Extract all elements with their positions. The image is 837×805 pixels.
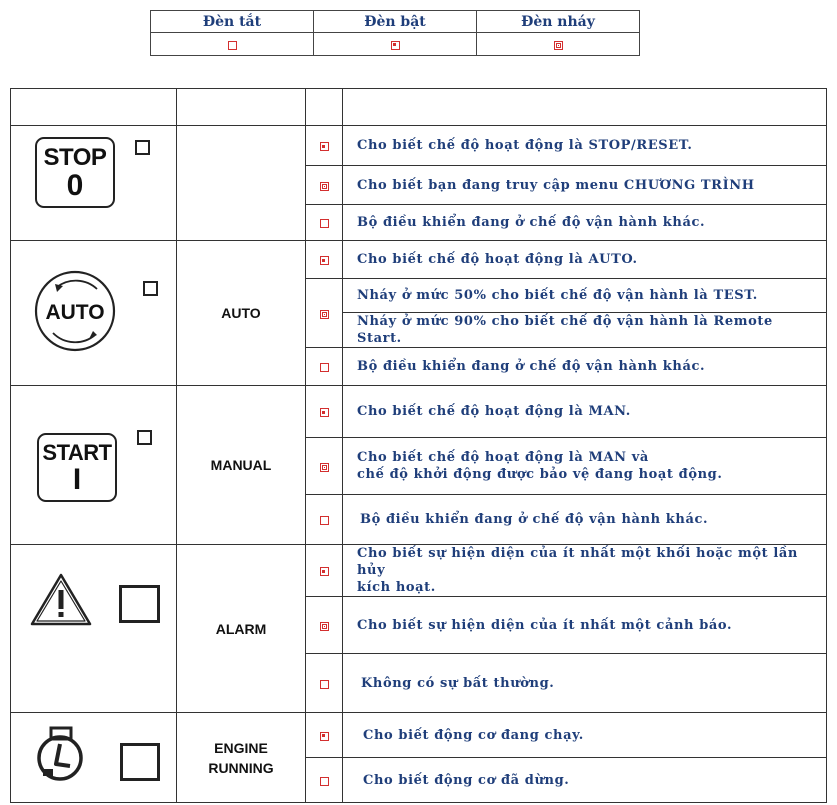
- table-row: Bộ điều khiển đang ở chế độ vận hành khác.: [11, 205, 827, 241]
- led-blink-icon: [320, 310, 329, 319]
- auto-mode-label: AUTO: [177, 241, 306, 386]
- led-blink-icon: [320, 622, 329, 631]
- table-row: Cho biết động cơ đã dừng.: [11, 758, 827, 803]
- legend-table: [150, 10, 640, 56]
- led-blink-icon: [320, 463, 329, 472]
- alarm-icon-cell: [11, 545, 177, 713]
- auto-icon-cell: [11, 241, 177, 386]
- led-on-icon: [320, 142, 329, 151]
- led-on-icon: [320, 256, 329, 265]
- legend-symbol-blink-cell: [477, 33, 640, 56]
- table-row: STOP 0 Cho biết chế độ hoạt động là STOP/RESET.: [11, 126, 827, 166]
- led-off-icon: [228, 41, 237, 50]
- legend-header-off: Đèn tắt: [151, 11, 314, 33]
- manual-led-icon: [137, 430, 152, 445]
- engine-mode-label: ENGINE RUNNING: [177, 713, 306, 803]
- manual-icon-cell: [11, 386, 177, 545]
- table-row: Cho biết bạn đang truy cập menu CHƯƠNG TRÌNH: [11, 166, 827, 205]
- led-off-icon: [320, 516, 329, 525]
- led-on-icon: [320, 732, 329, 741]
- led-off-icon: [320, 680, 329, 689]
- table-row: Nháy ở mức 50% cho biết chế độ vận hành là TEST.: [11, 279, 827, 313]
- table-row: ALARM Cho biết sự hiện diện của ít nhất một khối hoặc một lần hủy kích hoạt.: [11, 545, 827, 597]
- engine-running-icon: [29, 725, 95, 785]
- stop-button-icon: STOP 0: [35, 137, 115, 208]
- led-blink-icon: [320, 182, 329, 191]
- alarm-mode-label: ALARM: [177, 545, 306, 713]
- legend-symbol-on-cell: [314, 33, 477, 56]
- table-row: START I MANUAL Cho biết chế độ hoạt động là MAN.: [11, 386, 827, 438]
- auto-led-icon: [143, 281, 158, 296]
- engine-icon-cell: [11, 713, 177, 803]
- table-row: Cho biết chế độ hoạt động là MAN và chế độ khởi động được bảo vệ đang hoạt động.: [11, 438, 827, 495]
- auto-button-icon: [33, 269, 117, 353]
- manual-mode-label: MANUAL: [177, 386, 306, 545]
- table-row: Bộ điều khiển đang ở chế độ vận hành khác.: [11, 348, 827, 386]
- led-blink-icon: [554, 41, 563, 50]
- warning-triangle-icon: [29, 572, 93, 628]
- table-header-row: [11, 89, 827, 126]
- start-button-icon: START I: [37, 433, 117, 502]
- led-on-icon: [320, 567, 329, 576]
- legend-symbol-off-cell: [151, 33, 314, 56]
- table-row: Không có sự bất thường.: [11, 654, 827, 713]
- table-row: Nháy ở mức 90% cho biết chế độ vận hành là Remote Start.: [11, 313, 827, 348]
- led-off-icon: [320, 777, 329, 786]
- stop-icon-cell: [11, 126, 177, 241]
- svg-text:AUTO: AUTO: [45, 301, 105, 324]
- legend-header-on: Đèn bật: [314, 11, 477, 33]
- led-off-icon: [320, 363, 329, 372]
- table-row: ENGINE RUNNING Cho biết động cơ đang chạy.: [11, 713, 827, 758]
- stop-mode-label: [177, 126, 306, 241]
- led-status-table: [10, 88, 827, 803]
- led-on-icon: [320, 408, 329, 417]
- led-on-icon: [391, 41, 400, 50]
- table-row: Bộ điều khiển đang ở chế độ vận hành khác.: [11, 495, 827, 545]
- legend-header-blink: Đèn nháy: [477, 11, 640, 33]
- table-row: AUTO AUTO Cho biết chế độ hoạt động là AUTO.: [11, 241, 827, 279]
- engine-led-icon: [120, 743, 160, 781]
- led-off-icon: [320, 219, 329, 228]
- table-row: Cho biết sự hiện diện của ít nhất một cảnh báo.: [11, 597, 827, 654]
- alarm-led-icon: [119, 585, 160, 623]
- stop-led-icon: [135, 140, 150, 155]
